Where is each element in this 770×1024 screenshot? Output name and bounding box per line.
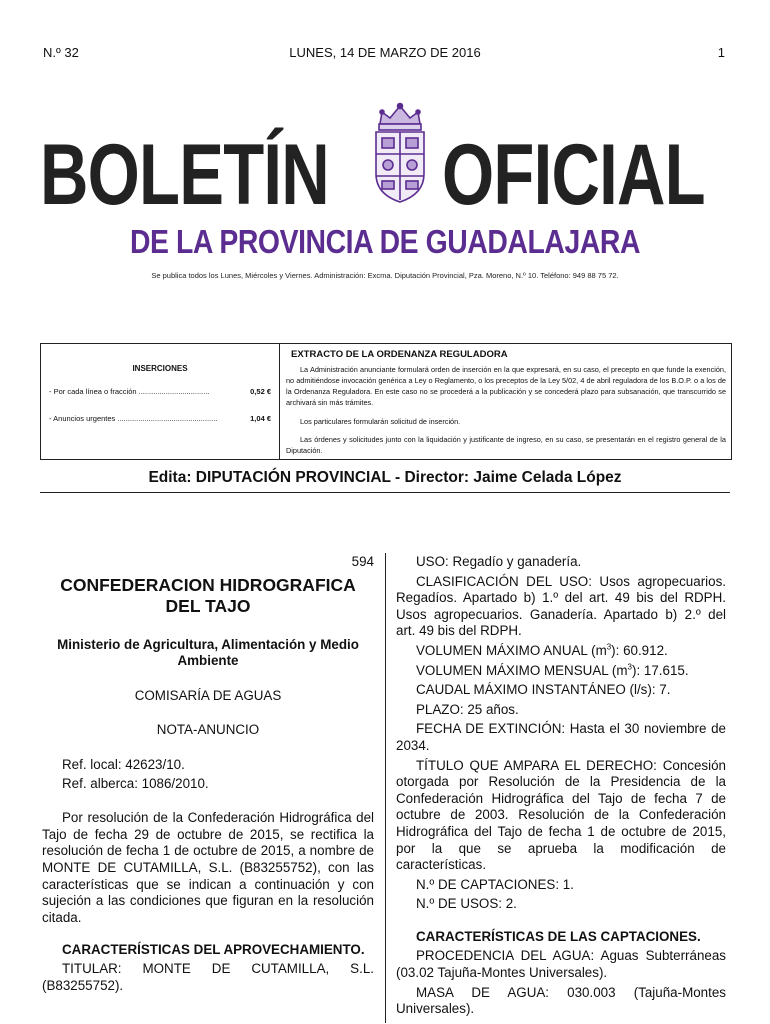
- left-column: [42, 554, 374, 994]
- announcement-number: 594: [351, 554, 374, 569]
- usos-line: N.º DE USOS: 2.: [416, 896, 517, 912]
- insercion-price: 0,52 €: [250, 387, 271, 396]
- extracto-paragraph: Las órdenes y solicitudes junto con la liquidación y justificante de ingreso, en su caso, se presentarán en el registro general de la Diputación.: [286, 435, 726, 455]
- extracto-title: EXTRACTO DE LA ORDENANZA REGULADORA: [291, 349, 508, 360]
- volumen-mensual-value: ): 17.615.: [632, 662, 689, 678]
- ministry-title: Ministerio de Agricultura, Alimentación y Medio Ambiente: [57, 636, 359, 669]
- extincion-paragraph: FECHA DE EXTINCIÓN: Hasta el 30 noviembre de 2034.: [396, 721, 726, 753]
- extracto-paragraph: La Administración anunciante formulará orden de inserción en la que expresará, en su caso, el precepto en que funde la exención, no admitiéndose invocación genérica a Ley o Reglamento, o los preceptos de la Ley 5/02, 4 de abril reguladora de los B.O.P. o a los de la Ordenanza Reguladora. En este caso no se procederá a la publicación y se concederá plazo para subsanación, que transcurrido se archivará sin más trámites.: [286, 365, 726, 407]
- volumen-mensual-label: VOLUMEN MÁXIMO MENSUAL (m: [416, 662, 628, 678]
- box-divider: [279, 344, 280, 459]
- ref-local: Ref. local: 42623/10.: [62, 756, 185, 772]
- uso-line: USO: Regadío y ganadería.: [416, 554, 582, 569]
- volumen-anual-line: [396, 643, 726, 660]
- procedencia-paragraph: PROCEDENCIA DEL AGUA: Aguas Subterráneas (03.02 Tajuña-Montes Universales).: [396, 948, 726, 981]
- insercion-label: - Anuncios urgentes ................................................: [49, 414, 218, 423]
- publication-info: Se publica todos los Lunes, Miércoles y Viernes. Administración: Excma. Diputación Provincial, Pza. Moreno, N.º 10. Teléfono: 949 88 75 72.: [151, 271, 619, 280]
- superscript: 3: [606, 642, 612, 652]
- insercion-row-linea: [49, 387, 271, 396]
- plazo-line: PLAZO: 25 años.: [416, 701, 519, 717]
- column-divider: [385, 553, 386, 1023]
- captaciones-line: N.º DE CAPTACIONES: 1.: [416, 876, 574, 892]
- volumen-mensual-line: [396, 663, 726, 680]
- nota-title: NOTA-ANUNCIO: [156, 722, 260, 738]
- masthead-word-oficial: OFICIAL: [442, 127, 705, 223]
- editor-rule: [40, 492, 730, 493]
- volumen-anual-label: VOLUMEN MÁXIMO ANUAL (m: [416, 642, 607, 658]
- extracto-paragraph: Los particulares formularán solicitud de inserción.: [300, 417, 461, 426]
- resolution-paragraph: Por resolución de la Confederación Hidrográfica del Tajo de fecha 29 de octubre de 2015, se rectifica la resolución de fecha 1 de octubre de 2015, a nombre de MONTE DE CUTAMILLA, S.L. (B83255752), con las características que se indican a continuación y con sujeción a las condiciones que figuran en la resolución citada.: [42, 810, 374, 925]
- insercion-label: - Por cada línea o fracción ..................................: [49, 387, 210, 396]
- province-subtitle: DE LA PROVINCIA DE GUADALAJARA: [129, 223, 641, 260]
- insercion-row-urgentes: [49, 414, 271, 423]
- inserciones-title: INSERCIONES: [132, 364, 188, 373]
- coat-of-arms-icon: [368, 102, 432, 210]
- clasificacion-paragraph: CLASIFICACIÓN DEL USO: Usos agropecuarios. Regadíos. Apartado b) 1.º del art. 49 bis del RDPH. Usos agropecuarios. Ganadería. Apartado b) 2.º del art. 49 bis del RDPH.: [396, 573, 726, 639]
- superscript: 3: [627, 662, 632, 672]
- insercion-price: 1,04 €: [250, 414, 271, 423]
- caudal-line: CAUDAL MÁXIMO INSTANTÁNEO (l/s): 7.: [416, 682, 671, 698]
- ref-alberca: Ref. alberca: 1086/2010.: [62, 775, 209, 791]
- right-column: [396, 554, 726, 1018]
- masthead-word-boletin: BOLETÍN: [40, 127, 329, 223]
- editor-line: Edita: DIPUTACIÓN PROVINCIAL - Director: Jaime Celada López: [148, 469, 622, 486]
- comisaria-title: COMISARÍA DE AGUAS: [134, 687, 282, 703]
- titulo-paragraph: TÍTULO QUE AMPARA EL DERECHO: Concesión otorgada por Resolución de la Presidencia de la Confederación Hidrográfica del Tajo de fecha 7 de octubre de 2003. Resolución de la Confederación Hidrográfica del Tajo de fecha 1 de octubre de 2015, por la que se aprueba la modificación de características.: [396, 757, 726, 873]
- volumen-anual-value: ): 60.912.: [611, 642, 668, 658]
- ordinance-box: [40, 343, 732, 460]
- masa-paragraph: MASA DE AGUA: 030.003 (Tajuña-Montes Universales).: [396, 984, 726, 1017]
- issue-number: N.º 32: [43, 45, 79, 60]
- organization-title: CONFEDERACION HIDROGRAFICA DEL TAJO: [60, 574, 356, 616]
- characteristics-heading: CARACTERÍSTICAS DEL APROVECHAMIENTO.: [62, 942, 365, 958]
- captaciones-heading: CARACTERÍSTICAS DE LAS CAPTACIONES.: [416, 928, 701, 944]
- issue-date: LUNES, 14 DE MARZO DE 2016: [289, 45, 481, 60]
- page-number: 1: [717, 45, 725, 60]
- titular-paragraph: TITULAR: MONTE DE CUTAMILLA, S.L. (B83255752).: [42, 960, 374, 993]
